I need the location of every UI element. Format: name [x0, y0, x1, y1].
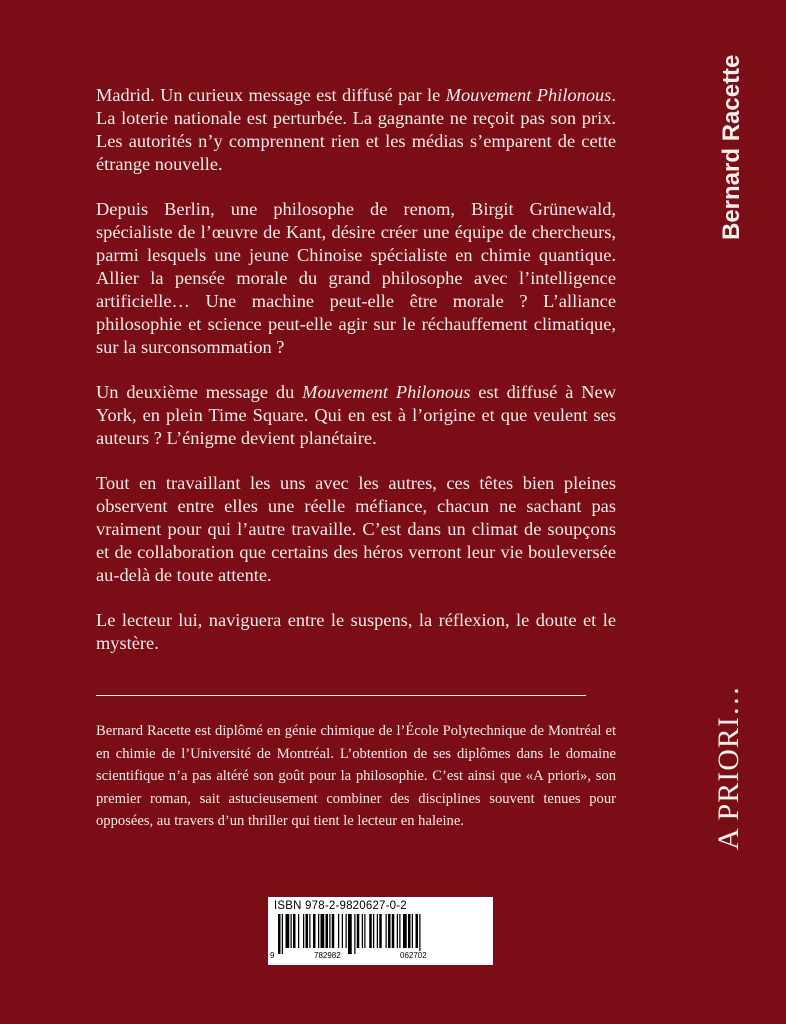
barcode-bar — [303, 914, 304, 948]
barcode-bar — [354, 914, 355, 954]
text-run: Un deuxième message du — [96, 382, 303, 402]
isbn-label: ISBN 978-2-9820627-0-2 — [274, 900, 407, 912]
blurb-paragraph-4: Tout en travaillant les uns avec les autres, ces têtes bien pleines observent entre elles une réelle méfiance, chacun ne sachant pas vraiment pour qui l’autre travaille. C’est dans un climat de soupçons et de collaboration que certains des héros verront leur vie bouleversée au-delà de toute attente. — [96, 473, 616, 585]
barcode-bars — [278, 914, 486, 954]
barcode-bar — [293, 914, 296, 948]
barcode-bar — [412, 914, 413, 948]
barcode-bar — [397, 914, 398, 948]
barcode-bar — [362, 914, 363, 948]
barcode-first-digit: 9 — [270, 951, 275, 960]
barcode-bar — [403, 914, 407, 948]
barcode-bar — [342, 914, 343, 948]
barcode-bar — [313, 914, 316, 948]
back-cover-blurb — [96, 84, 616, 677]
author-bio: Bernard Racette est diplômé en génie chimique de l’École Polytechnique de Montréal et en chimie de l’Université de Montréal. L’obtention de ses diplômes dans le domaine scientifique n’a pas altéré son goût pour la philosophie. C’est ainsi que «A priori», son premier roman, sait astucieusement combiner des disciplines souvent tenues pour opposées, au travers d’un thriller qui tient le lecteur en haleine. — [96, 723, 616, 830]
barcode-bar — [282, 914, 283, 954]
italic-text: Mouvement Philonous — [302, 382, 471, 402]
barcode-bar — [286, 914, 290, 948]
divider-line — [96, 695, 586, 696]
spine-author-name: Bernard Racette — [718, 54, 745, 240]
barcode-bar — [348, 914, 352, 954]
barcode-bar — [329, 914, 330, 948]
blurb-paragraph-5: Le lecteur lui, naviguera entre le suspens, la réflexion, le doute et le mystère. — [96, 610, 616, 653]
barcode-bar — [379, 914, 382, 948]
barcode-bar — [399, 914, 400, 948]
barcode-bar — [416, 914, 419, 948]
barcode-bar — [346, 914, 347, 948]
spine-book-title: A PRIORI… — [712, 685, 745, 850]
isbn-barcode — [268, 897, 493, 965]
barcode-right-digits: 062702 — [396, 951, 431, 960]
barcode-bar — [321, 914, 325, 948]
barcode-bar — [318, 914, 319, 948]
barcode-bar — [309, 914, 310, 948]
barcode-bar — [332, 914, 335, 948]
barcode-bar — [338, 914, 339, 948]
barcode-bar — [419, 914, 420, 954]
text-run: est diffusé à New York, en plein Time Square. Qui en est à l’origine et que veulent ses auteurs ? L’énigme devient planétaire. — [96, 382, 616, 448]
blurb-paragraph-1 — [96, 84, 616, 176]
barcode-bar — [386, 914, 387, 948]
barcode-bar — [357, 914, 360, 948]
text-run: Madrid. Un curieux message est diffusé par le — [96, 85, 446, 105]
text-run: . La loterie nationale est perturbée. La gagnante ne reçoit pas son prix. Les autorités n’y comprennent rien et les médias s’emparent de cette étrange nouvelle. — [96, 85, 616, 174]
barcode-bar — [373, 914, 374, 948]
barcode-bar — [377, 914, 378, 948]
barcode-bar — [306, 914, 309, 948]
barcode-bar — [291, 914, 292, 948]
barcode-bar — [408, 914, 411, 948]
barcode-bar — [369, 914, 372, 948]
blurb-paragraph-3 — [96, 381, 616, 450]
barcode-bar — [388, 914, 391, 948]
barcode-bar — [364, 914, 365, 948]
italic-text: Mouvement Philonous — [445, 85, 612, 105]
barcode-bar — [278, 914, 281, 954]
barcode-left-digits: 782982 — [310, 951, 345, 960]
blurb-paragraph-2: Depuis Berlin, une philosophe de renom, Birgit Grünewald, spécialiste de l’œuvre de Kant, désire créer une équipe de chercheurs, parmi lesquels une jeune Chinoise spécialiste en chimie quantique. Allier la pensée morale du grand philosophe avec l’intelligence artificielle… Une machine peut-elle être morale ? L’alliance philosophie et science peut-elle agir sur le réchauffement climatique, sur la surconsommation ? — [96, 199, 616, 357]
barcode-bar — [392, 914, 395, 948]
barcode-bar — [298, 914, 299, 948]
barcode-bar — [326, 914, 329, 948]
